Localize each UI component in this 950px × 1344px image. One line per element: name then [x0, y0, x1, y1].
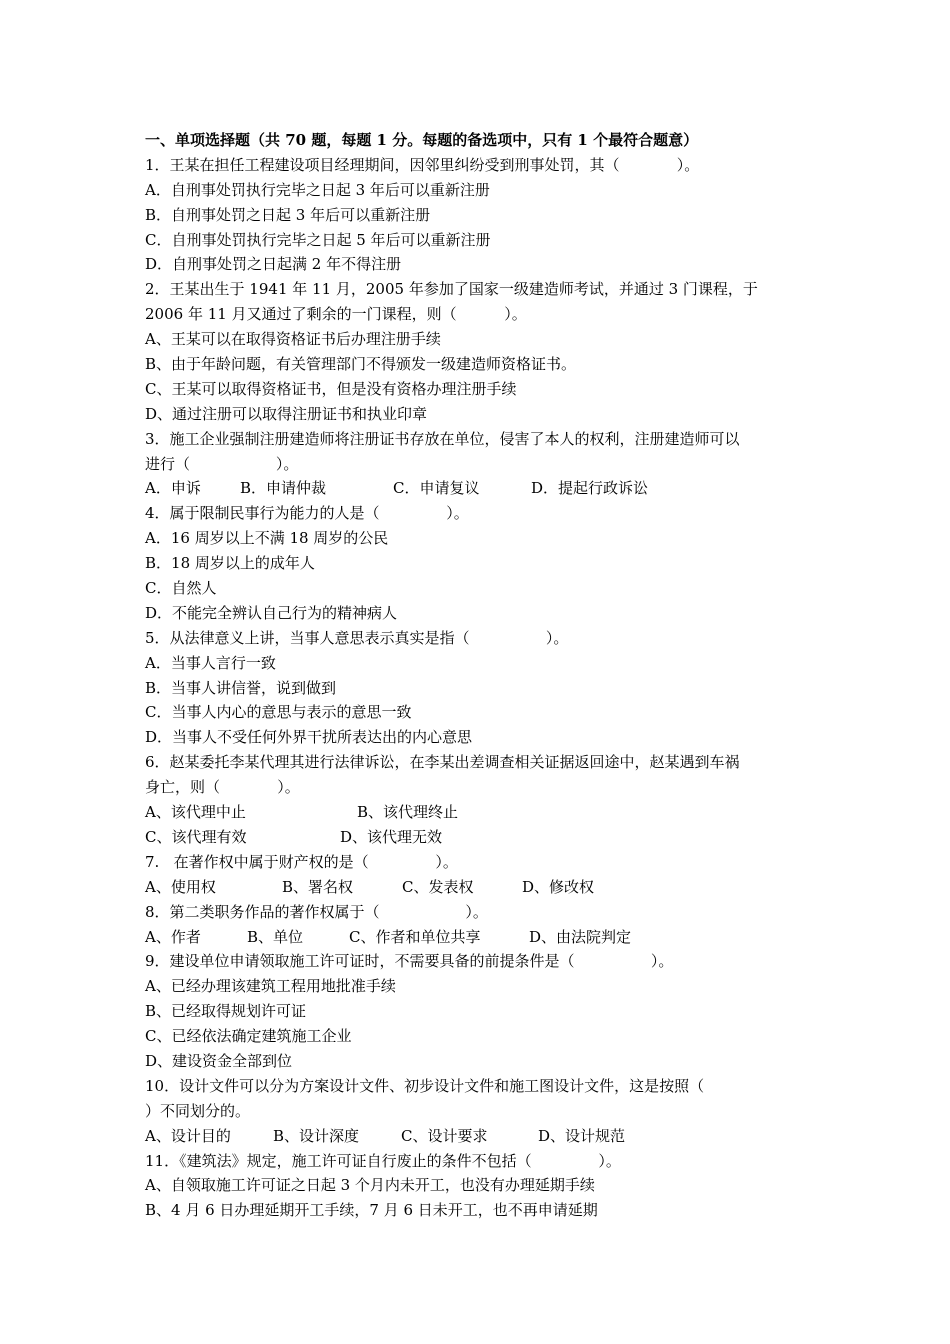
question-4-option-b: B．18 周岁以上的成年人: [145, 554, 315, 573]
question-4-option-d: D．不能完全辨认自己行为的精神病人: [145, 603, 398, 622]
question-8-option-d: D、由法院判定: [529, 927, 632, 946]
question-9-option-d: D、建设资金全部到位: [145, 1051, 293, 1070]
question-5-option-b: B．当事人讲信誉，说到做到: [145, 678, 337, 697]
question-10-options: [145, 1124, 825, 1149]
question-10-option-c: C、设计要求: [401, 1126, 488, 1145]
question-8-option-b: B、单位: [247, 927, 304, 946]
question-5-option-c: C．当事人内心的意思与表示的意思一致: [145, 703, 412, 722]
question-10-option-a: A、设计目的: [145, 1126, 231, 1145]
question-1-option-a: A．自刑事处罚执行完毕之日起 3 年后可以重新注册: [145, 180, 490, 199]
question-3-option-a: A．申诉: [145, 479, 201, 498]
question-6-option-a: A、该代理中止: [145, 803, 246, 822]
question-4-option-c: C．自然人: [145, 579, 217, 598]
question-6-stem-line2: 身亡，则（ ）。: [145, 778, 300, 797]
question-10-stem-line2: ）不同划分的。: [145, 1101, 251, 1120]
question-2-stem-line1: 2．王某出生于 1941 年 11 月，2005 年参加了国家一级建造师考试，并通过 3 门课程，于: [145, 280, 758, 299]
question-3-options: [145, 476, 825, 501]
question-6-options-row1: [145, 800, 825, 825]
question-5-option-a: A．当事人言行一致: [145, 653, 276, 672]
question-2-option-a: A、王某可以在取得资格证书后办理注册手续: [145, 330, 441, 349]
question-6-option-c: C、该代理有效: [145, 827, 247, 846]
question-4-stem: 4．属于限制民事行为能力的人是（ ）。: [145, 504, 469, 523]
question-11-stem: 11．《建筑法》规定，施工许可证自行废止的条件不包括（ ）。: [145, 1151, 621, 1170]
question-4-option-a: A．16 周岁以上不满 18 周岁的公民: [145, 529, 389, 548]
question-9-option-c: C、已经依法确定建筑施工企业: [145, 1027, 352, 1046]
question-7-option-c: C、发表权: [402, 877, 474, 896]
question-5-stem: 5．从法律意义上讲，当事人意思表示真实是指（ ）。: [145, 628, 569, 647]
question-1-stem: 1．王某在担任工程建设项目经理期间，因邻里纠纷受到刑事处罚，其（ ）。: [145, 155, 700, 174]
question-7-option-d: D、修改权: [522, 877, 595, 896]
question-7-options: [145, 875, 825, 900]
question-3-stem-line2: 进行（ ）。: [145, 454, 299, 473]
question-10-option-b: B、设计深度: [273, 1126, 360, 1145]
question-5-option-d: D．当事人不受任何外界干扰所表达出的内心意思: [145, 728, 473, 747]
question-11-option-b: B、4 月 6 日办理延期开工手续，7 月 6 日未开工，也不再申请延期: [145, 1201, 598, 1220]
question-2-option-d: D、通过注册可以取得注册证书和执业印章: [145, 404, 428, 423]
question-7-stem: 7. 在著作权中属于财产权的是（ ）。: [145, 852, 458, 871]
question-1-option-b: B．自刑事处罚之日起 3 年后可以重新注册: [145, 205, 431, 224]
question-10-option-d: D、设计规范: [538, 1126, 626, 1145]
question-11-option-a: A、自领取施工许可证之日起 3 个月内未开工，也没有办理延期手续: [145, 1176, 595, 1195]
question-10-stem-line1: 10．设计文件可以分为方案设计文件、初步设计文件和施工图设计文件，这是按照（: [145, 1076, 705, 1095]
question-7-option-a: A、使用权: [145, 877, 216, 896]
section-title: 一、单项选择题（共 70 题，每题 1 分。每题的备选项中，只有 1 个最符合题意）: [145, 131, 699, 149]
question-2-stem-line2: 2006 年 11 月又通过了剩余的一门课程，则（ ）。: [145, 305, 527, 324]
question-2-option-b: B、由于年龄问题，有关管理部门不得颁发一级建造师资格证书。: [145, 355, 577, 374]
question-9-stem: 9．建设单位申请领取施工许可证时，不需要具备的前提条件是（ ）。: [145, 952, 674, 971]
question-3-option-b: B．申请仲裁: [240, 479, 327, 498]
question-7-option-b: B、署名权: [282, 877, 354, 896]
question-8-stem: 8．第二类职务作品的著作权属于（ ）。: [145, 902, 488, 921]
question-3-stem-line1: 3．施工企业强制注册建造师将注册证书存放在单位，侵害了本人的权利，注册建造师可以: [145, 429, 740, 448]
question-1-option-d: D．自刑事处罚之日起满 2 年不得注册: [145, 255, 402, 274]
question-6-option-d: D、该代理无效: [340, 827, 443, 846]
question-6-options-row2: [145, 825, 825, 850]
question-8-options: [145, 925, 825, 950]
question-3-option-d: D．提起行政诉讼: [531, 479, 649, 498]
question-1-option-c: C．自刑事处罚执行完毕之日起 5 年后可以重新注册: [145, 230, 491, 249]
question-8-option-c: C、作者和单位共享: [349, 927, 481, 946]
question-9-option-a: A、已经办理该建筑工程用地批准手续: [145, 977, 396, 996]
question-6-stem-line1: 6．赵某委托李某代理其进行法律诉讼，在李某出差调查相关证据返回途中，赵某遇到车祸: [145, 753, 740, 772]
question-8-option-a: A、作者: [145, 927, 201, 946]
exam-document: [145, 128, 825, 1223]
question-3-option-c: C．申请复议: [393, 479, 480, 498]
question-2-option-c: C、王某可以取得资格证书，但是没有资格办理注册手续: [145, 379, 517, 398]
question-6-option-b: B、该代理终止: [357, 803, 459, 822]
question-9-option-b: B、已经取得规划许可证: [145, 1002, 307, 1021]
